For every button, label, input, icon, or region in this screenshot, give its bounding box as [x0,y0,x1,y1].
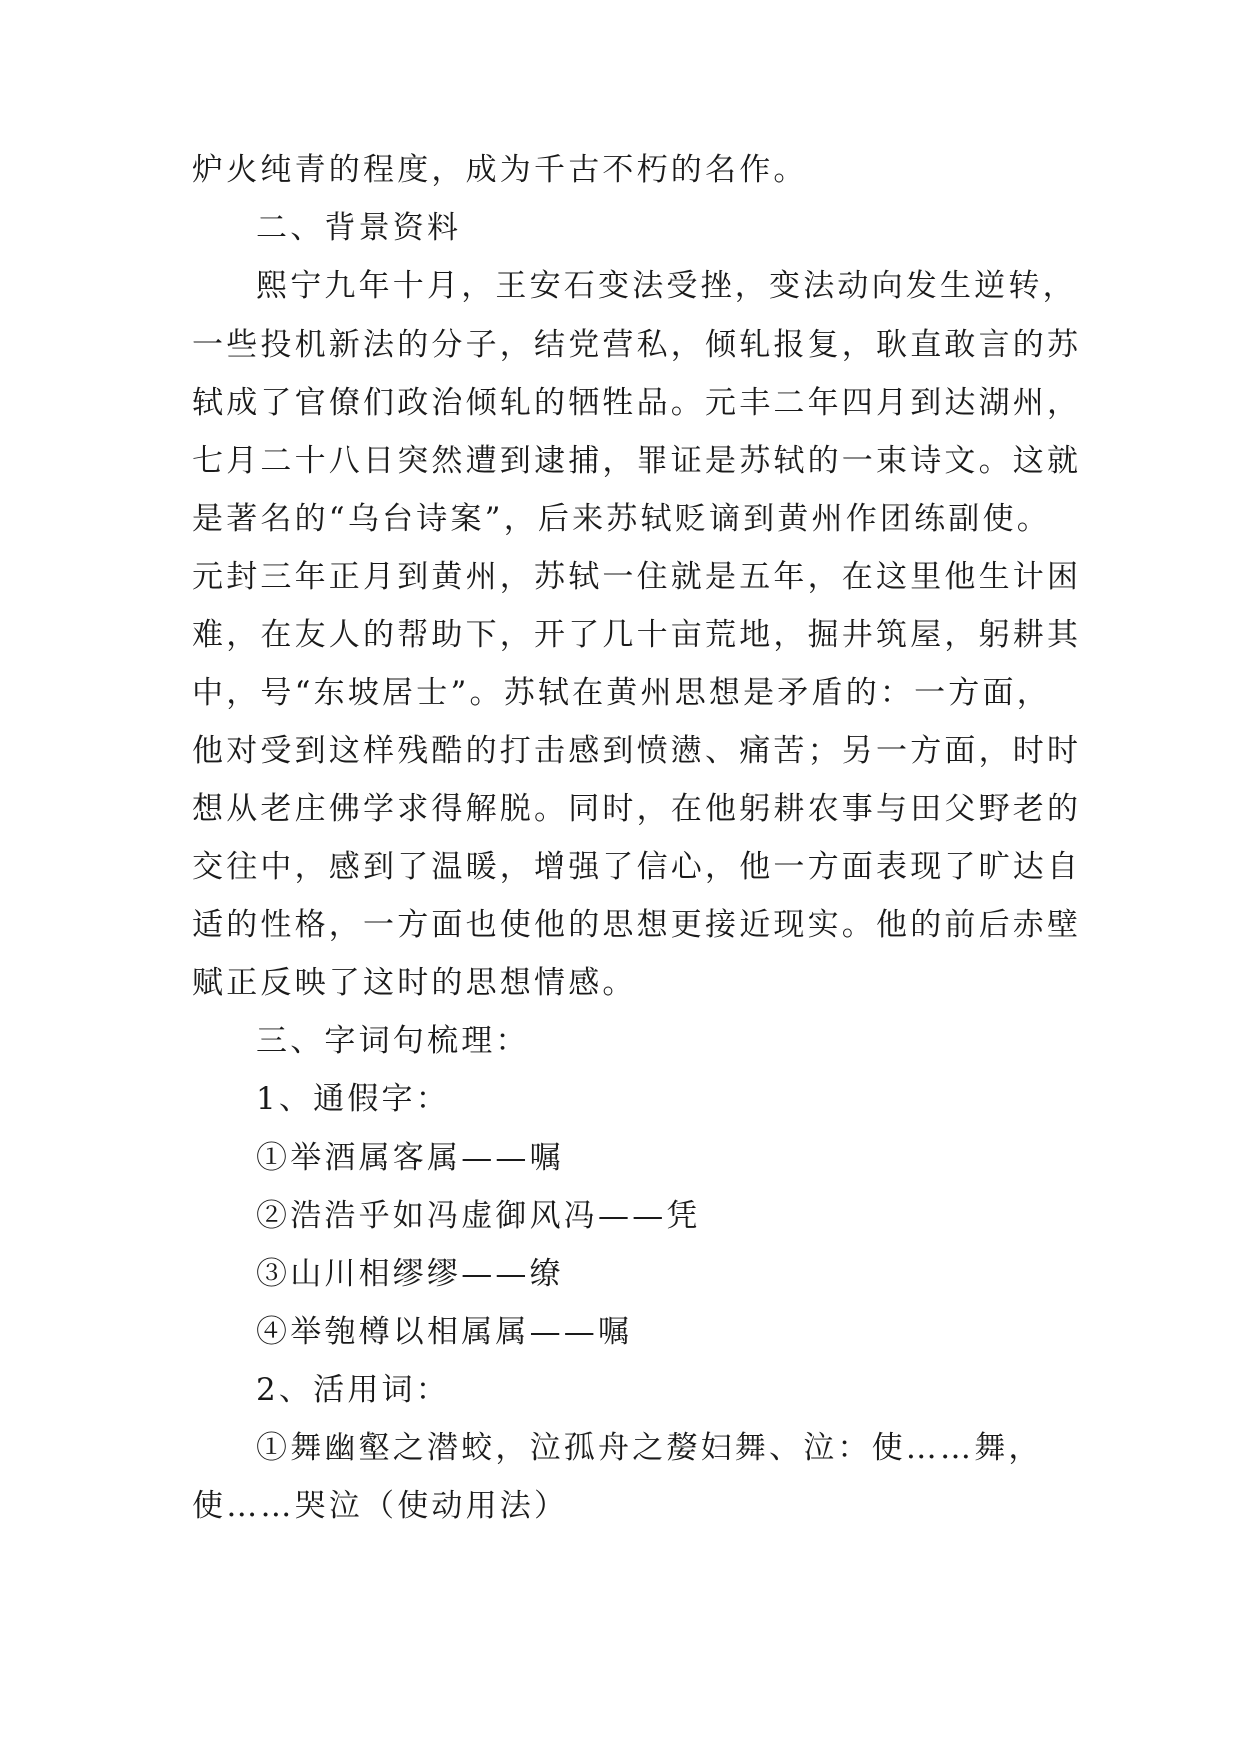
body-text-line: 七月二十八日突然遭到逮捕，罪证是苏轼的一束诗文。这就 [192,443,1082,479]
body-text-line: 熙宁九年十月，王安石变法受挫，变法动向发生逆转， [256,268,1077,304]
body-text-line: 轼成了官僚们政治倾轧的牺牲品。元丰二年四月到达湖州， [192,385,1082,421]
body-text-line: 难，在友人的帮助下，开了几十亩荒地，掘井筑屋，躬耕其 [192,617,1082,653]
body-text-line: 是著名的“乌台诗案”，后来苏轼贬谪到黄州作团练副使。 [192,501,1051,537]
body-text-line: 他对受到这样残酷的打击感到愤懑、痛苦；另一方面，时时 [192,733,1082,769]
body-text-line: 元封三年正月到黄州，苏轼一住就是五年，在这里他生计困 [192,559,1082,595]
body-text-line: 赋正反映了这时的思想情感。 [192,965,637,1001]
subheading-tongjiazi: 1、通假字： [256,1081,450,1117]
list-item: ②浩浩乎如冯虚御风冯——凭 [256,1198,701,1234]
list-item: ①舞幽壑之潜蛟，泣孤舟之嫠妇舞、泣：使……舞， [256,1430,1043,1466]
body-text-line: 适的性格，一方面也使他的思想更接近现实。他的前后赤壁 [192,907,1082,943]
section-heading-background: 二、背景资料 [256,210,462,246]
body-text-line: 交往中，感到了温暖，增强了信心，他一方面表现了旷达自 [192,849,1082,885]
list-item: ③山川相缪缪——缭 [256,1256,564,1292]
list-item: ①举酒属客属——嘱 [256,1140,564,1176]
body-text-line: 炉火纯青的程度，成为千古不朽的名作。 [192,152,808,188]
subheading-huoyongci: 2、活用词： [256,1372,450,1408]
list-item: ④举匏樽以相属属——嘱 [256,1314,633,1350]
section-heading-vocabulary: 三、字词句梳理： [256,1023,530,1059]
body-text-line: 中，号“东坡居士”。苏轼在黄州思想是矛盾的：一方面， [192,675,1051,711]
body-text-line: 一些投机新法的分子，结党营私，倾轧报复，耿直敢言的苏 [192,327,1082,363]
body-text-line: 想从老庄佛学求得解脱。同时，在他躬耕农事与田父野老的 [192,791,1082,827]
list-item-continuation: 使……哭泣（使动用法） [192,1488,569,1524]
